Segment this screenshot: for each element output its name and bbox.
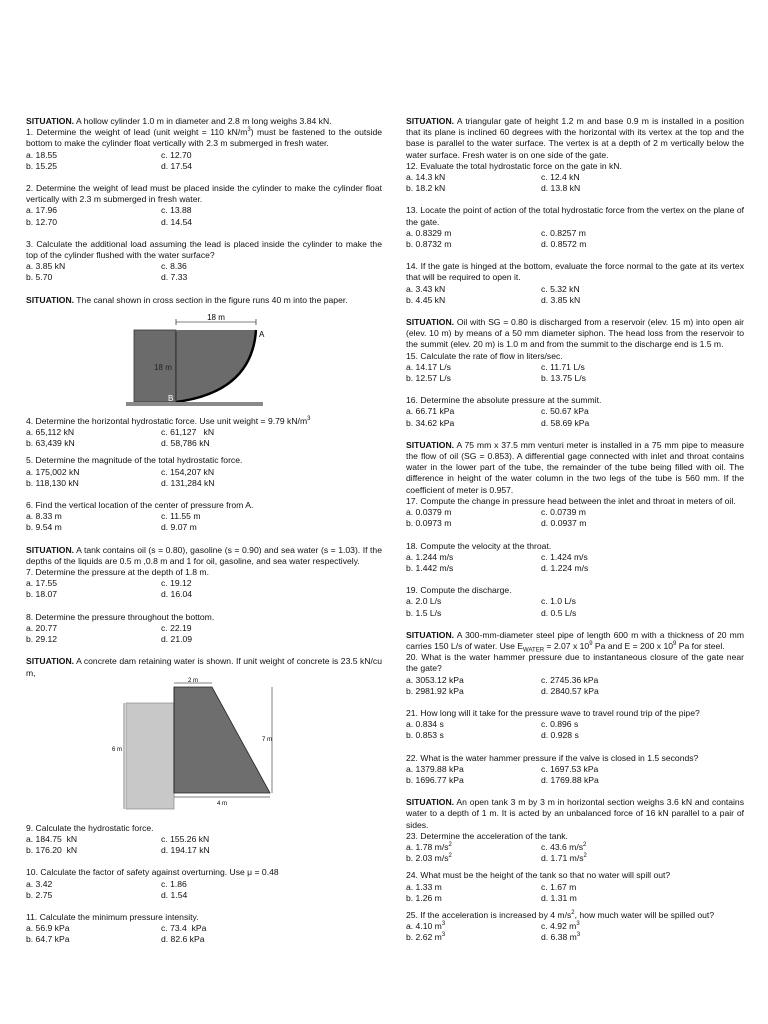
option: b. 1.26 m: [406, 892, 442, 903]
question-6: 6. Find the vertical location of the center of pressure from A.: [26, 500, 254, 511]
option: c. 11.55 m: [161, 511, 201, 522]
situation-heading: SITUATION.: [26, 116, 75, 126]
dimension-label-left: 6 m: [112, 746, 123, 753]
question-9: 9. Calculate the hydrostatic force.: [26, 822, 154, 833]
question-3-block: [26, 239, 382, 284]
option: d. 82.6 kPa: [161, 934, 205, 945]
option: d. 13.8 kN: [541, 183, 581, 194]
situation-canal: [26, 295, 382, 450]
dimension-label-top: 18 m: [207, 312, 225, 322]
situation-siphon: [406, 317, 744, 384]
option: a. 56.9 kPa: [26, 923, 70, 934]
question-18-block: [406, 541, 744, 575]
option: b. 118,130 kN: [26, 477, 79, 488]
question-15-options: [406, 362, 744, 384]
option: d. 1.31 m: [541, 892, 577, 903]
option: d. 1.54: [161, 889, 188, 900]
option: b. 18.2 kN: [406, 183, 446, 194]
option: c. 22.19: [161, 622, 192, 633]
option: d. 3.85 kN: [541, 294, 581, 305]
question-10-block: [26, 867, 382, 901]
question-23-options: [406, 842, 744, 864]
option: d. 0.8572 m: [541, 239, 587, 250]
option: c. 1.86: [161, 878, 187, 889]
question-21-block: [406, 708, 744, 742]
situation-triangular-gate: [406, 116, 744, 194]
option: b. 13.75 L/s: [541, 373, 586, 384]
question-8: 8. Determine the pressure throughout the bottom.: [26, 611, 215, 622]
option: c. 4.92 $m^3$: [541, 921, 580, 932]
situation-heading: SITUATION.: [406, 797, 455, 808]
question-21-options: [406, 719, 744, 741]
option: b. 2.62 $m^3$: [406, 932, 446, 943]
option: c. 155.26 kN: [161, 833, 210, 844]
option: d. 1.71 $m/s^2$: [541, 853, 587, 864]
option: a. 0.8329 m: [406, 227, 452, 238]
situation-body: An open tank 3 m by 3 m in horizontal section weighs 3.6 kN and contains water to a depth of 1 m. It is acted by an unbalanced force of 16 kN parallel to a pair of sides.: [406, 797, 744, 830]
option: c. 11.71 L/s: [541, 361, 585, 372]
option: c. 0.896 s: [541, 719, 579, 730]
situation-heading: SITUATION.: [26, 656, 75, 667]
option: a. 2.0 L/s: [406, 596, 442, 607]
question-10: 10. Calculate the factor of safety against overturning. Use μ = 0.48: [26, 867, 279, 878]
situation-text: [26, 116, 382, 127]
situation-body: A tank contains oil (s = 0.80), gasoline (s = 0.90) and sea water (s = 1.03). If the depths of the liquids are 0.5 m ,0.8 m and 1 for oil, gasoline, and sea water respectively.: [26, 544, 382, 566]
option: c. 19.12: [161, 578, 192, 589]
option: a. 66.71 kPa: [406, 406, 455, 417]
situation-water-hammer: [406, 630, 744, 697]
option: b. 64.7 kPa: [26, 934, 70, 945]
question-5-options: [26, 467, 382, 489]
question-1-options: [26, 150, 382, 172]
option: b. 18.07: [26, 589, 58, 600]
question-19-options: [406, 596, 744, 618]
question-3-options: [26, 261, 382, 283]
question-16-block: [406, 395, 744, 429]
option: a. 0.0379 m: [406, 507, 452, 518]
option: d. 0.928 s: [541, 730, 579, 741]
option: c. 2745.36 kPa: [541, 674, 599, 685]
question-2: 2. Determine the weight of lead must be placed inside the cylinder to make the cylinder float vertically with 2.3 m submerged in fresh water.: [26, 183, 382, 205]
option: b. 12.57 L/s: [406, 373, 451, 384]
question-13-options: [406, 228, 744, 250]
option: b. 34.62 kPa: [406, 417, 455, 428]
question-16: 16. Determine the absolute pressure at the summit.: [406, 395, 602, 406]
option: c. 1.424 m/s: [541, 551, 588, 562]
option: a. 8.33 m: [26, 511, 62, 522]
option: c. 50.67 kPa: [541, 406, 589, 417]
option: c. 12.4 kN: [541, 172, 580, 183]
canal-base: [126, 402, 263, 406]
point-a-label: A: [259, 329, 265, 339]
question-19: 19. Compute the discharge.: [406, 585, 512, 596]
situation-heading: SITUATION.: [26, 294, 75, 305]
option: a. 1.33 m: [406, 881, 442, 892]
option: d. 194.17 kN: [161, 845, 210, 856]
question-18: 18. Compute the velocity at the throat.: [406, 540, 552, 551]
question-11-block: [26, 912, 382, 946]
situation-tank-liquids: [26, 545, 382, 601]
option: d. 17.54: [161, 160, 193, 171]
situation-heading: SITUATION.: [406, 317, 455, 328]
option: c. 61,127 kN: [161, 427, 215, 438]
option: b. 2.75: [26, 889, 53, 900]
option: b. 1.5 L/s: [406, 607, 442, 618]
option: c. 1.67 m: [541, 881, 577, 892]
question-4-options: [26, 427, 382, 449]
question-13-block: [406, 205, 744, 250]
question-13: 13. Locate the point of action of the total hydrostatic force from the vertex on the plane of the gate.: [406, 205, 744, 227]
option: c. 43.6 $m/s^2$: [541, 841, 587, 852]
situation-text: [406, 797, 744, 831]
situation-body: Oil with SG = 0.80 is discharged from a reservoir (elev. 15 m) into open air (elev. 10 m) by means of a 50 mm diameter siphon. The head loss from the reservoir to the summit (elev. 20 m) is 1.0 m and from the summit to the discharge end is 1.5 m.: [406, 317, 744, 350]
option: d. 131,284 kN: [161, 477, 215, 488]
option: d. 21.09: [161, 634, 193, 645]
option: a. 184.75 kN: [26, 833, 78, 844]
option: a. 175,002 kN: [26, 466, 80, 477]
option: a. 4.10 $m^3$: [406, 921, 446, 932]
situation-body: A triangular gate of height 1.2 m and base 0.9 m is installed in a position that its plane is inclined 60 degrees with the horizontal with its vertex at the top and the base is parallel to the water surface. The vertex is at a depth of 2 m vertically below the water surface. Fresh water is on one side of the gate.: [406, 116, 744, 160]
situation-venturi: [406, 440, 744, 530]
question-12-options: [406, 172, 744, 194]
option: c. 0.0739 m: [541, 507, 586, 518]
option: c. 8.36: [161, 261, 187, 272]
left-column: [26, 116, 382, 957]
question-8-block: [26, 612, 382, 646]
option: a. 20.77: [26, 622, 58, 633]
option: c. 1.0 L/s: [541, 596, 576, 607]
option: d. 58,786 kN: [161, 438, 210, 449]
dam-figure: [26, 677, 382, 817]
question-20: 20. What is the water hammer pressure due to instantaneous closure of the gate near the gate?: [406, 652, 744, 674]
option: a. 65,112 kN: [26, 427, 75, 438]
question-16-options: [406, 406, 744, 428]
option: a. 1.78 $m/s^2$: [406, 841, 452, 852]
option: a. 0.834 s: [406, 719, 444, 730]
question-22: 22. What is the water hammer pressure if the valve is closed in 1.5 seconds?: [406, 752, 699, 763]
option: b. 0.853 s: [406, 730, 444, 741]
option: a. 14.17 L/s: [406, 361, 451, 372]
option: a. 14.3 kN: [406, 172, 446, 183]
question-14: 14. If the gate is hinged at the bottom, evaluate the force normal to the gate at its vertex that will be required to open it.: [406, 261, 744, 283]
situation-text: [406, 440, 744, 496]
question-24-options: [406, 882, 744, 904]
option: a. 1379.88 kPa: [406, 763, 464, 774]
dimension-label-right: 7 m: [262, 736, 273, 743]
option: b. 2.03 $m/s^2$: [406, 853, 452, 864]
option: a. 3.85 kN: [26, 261, 66, 272]
question-7-options: [26, 578, 382, 600]
option: c. 13.88: [161, 205, 192, 216]
option: d. 1.224 m/s: [541, 562, 589, 573]
option: c. 154,207 kN: [161, 466, 215, 477]
question-22-options: [406, 764, 744, 786]
question-2-block: [26, 183, 382, 228]
situation-text: [406, 317, 744, 351]
option: b. 15.25: [26, 160, 58, 171]
question-25-block: [406, 910, 744, 944]
question-2-options: [26, 205, 382, 227]
situation-heading: SITUATION.: [406, 629, 455, 640]
option: a. 17.55: [26, 578, 58, 589]
option: b. 1.442 m/s: [406, 562, 454, 573]
option: b. 2981.92 kPa: [406, 685, 464, 696]
option: d. 9.07 m: [161, 522, 197, 533]
option: b. 0.0973 m: [406, 518, 452, 529]
question-25-options: [406, 921, 744, 943]
option: d. 7.33: [161, 272, 188, 283]
question-21: 21. How long will it take for the pressure wave to travel round trip of the pipe?: [406, 707, 700, 718]
question-3: 3. Calculate the additional load assuming the lead is placed inside the cylinder to make the top of the cylinder flushed with the water surface?: [26, 238, 382, 261]
situation-text: [406, 116, 744, 161]
option: a. 3.42: [26, 878, 53, 889]
option: b. 4.45 kN: [406, 294, 446, 305]
option: b. 12.70: [26, 216, 58, 227]
option: d. 0.0937 m: [541, 518, 587, 529]
question-11: 11. Calculate the minimum pressure intensity.: [26, 911, 199, 922]
option: d. 6.38 $m^3$: [541, 932, 581, 943]
option: b. 0.8732 m: [406, 239, 452, 250]
question-6-block: [26, 500, 382, 534]
question-1: 1. Determine the weight of lead (unit weight = 110 $kN/m^3$) must be fastened to the outside bottom to make the cylinder float vertically with 2.3 m submerged in fresh water.: [26, 127, 382, 149]
option: c. 1697.53 kPa: [541, 763, 599, 774]
dimension-label-top: 2 m: [187, 677, 199, 684]
option: a. 3053.12 kPa: [406, 674, 464, 685]
situation-body: A 75 mm x 37.5 mm venturi meter is installed in a 75 mm pipe to measure the flow of oil (SG = 0.853). A differential gage connected with inlet and throat contains water in the lower part of the tube, the remainder of the tube being filled with oil. The difference in height of the water column in the two legs of the tube is 560 mm. If the coefficient of meter is 0.957.: [406, 439, 744, 495]
question-20-options: [406, 675, 744, 697]
point-b-label: B: [168, 393, 174, 403]
option: d. 58.69 kPa: [541, 417, 590, 428]
option: c. 0.8257 m: [541, 227, 586, 238]
water-body: [126, 703, 174, 809]
question-18-options: [406, 552, 744, 574]
situation-heading: SITUATION.: [406, 439, 455, 450]
option: a. 1.244 m/s: [406, 551, 454, 562]
option: b. 29.12: [26, 634, 58, 645]
situation-body: A hollow cylinder 1.0 m in diameter and 2.8 m long weighs 3.84 kN.: [75, 116, 332, 126]
situation-concrete-dam: [26, 656, 382, 856]
question-19-block: [406, 585, 744, 619]
question-15: 15. Calculate the rate of flow in liters/sec.: [406, 350, 563, 361]
option: b. 1696.77 kPa: [406, 774, 464, 785]
question-12: 12. Evaluate the total hydrostatic force on the gate in kN.: [406, 160, 622, 171]
option: b. 9.54 m: [26, 522, 62, 533]
question-7: 7. Determine the pressure at the depth of 1.8 m.: [26, 567, 209, 578]
question-8-options: [26, 623, 382, 645]
option: b. 63,439 kN: [26, 438, 75, 449]
situation-text: [26, 545, 382, 567]
question-17-options: [406, 507, 744, 529]
option: d. 0.5 L/s: [541, 607, 577, 618]
dimension-label-bottom: 4 m: [216, 800, 228, 807]
question-11-options: [26, 923, 382, 945]
question-25: 25. If the acceleration is increased by 4 $m/s^2$, how much water will be spilled out?: [406, 909, 715, 920]
option: a. 3.43 kN: [406, 283, 446, 294]
question-14-options: [406, 284, 744, 306]
option: c. 5.32 kN: [541, 283, 580, 294]
question-5-block: [26, 455, 382, 489]
question-22-block: [406, 753, 744, 787]
situation-accelerated-tank: [406, 797, 744, 864]
option: c. 73.4 kPa: [161, 923, 207, 934]
option: b. 176.20 kN: [26, 845, 78, 856]
option: d. 14.54: [161, 216, 193, 227]
situation-text: SITUATION. A 300-mm-diameter steel pipe of length 600 m with a thickness of 20 mm carries 150 L/s of water. Use $E_{WATER} = 2.07$ x $10^9$ Pa and E = 200 x $10^9$ Pa for steel.: [406, 629, 744, 654]
question-5: 5. Determine the magnitude of the total hydrostatic force.: [26, 455, 243, 466]
option: d. 1769.88 kPa: [541, 774, 599, 785]
situation-body: A concrete dam retaining water is shown. If unit weight of concrete is 23.5 kN/cu m,: [26, 656, 382, 678]
situation-text: [26, 295, 382, 306]
question-10-options: [26, 879, 382, 901]
canal-figure: [26, 310, 382, 410]
option: a. 18.55: [26, 149, 58, 160]
question-24-block: [406, 870, 744, 904]
question-17: 17. Compute the change in pressure head between the inlet and throat in meters of oil.: [406, 495, 736, 506]
question-4: 4. Determine the horizontal hydrostatic force. Use unit weight = 9.79 $kN/m^3$: [26, 415, 311, 426]
question-14-block: [406, 261, 744, 306]
situation-text: [26, 656, 382, 678]
question-9-options: [26, 834, 382, 856]
question-23: 23. Determine the acceleration of the tank.: [406, 830, 568, 841]
question-6-options: [26, 511, 382, 533]
question-24: 24. What must be the height of the tank so that no water will spill out?: [406, 870, 671, 881]
situation-heading: SITUATION.: [406, 116, 455, 126]
right-column: [406, 116, 744, 955]
option: d. 16.04: [161, 589, 193, 600]
option: c. 12.70: [161, 149, 192, 160]
situation-heading: SITUATION.: [26, 544, 75, 555]
dimension-label-side: 18 m: [154, 362, 172, 372]
dam-body: [174, 687, 273, 793]
option: a. 17.96: [26, 205, 58, 216]
situation-cylinder: [26, 116, 382, 172]
option: d. 2840.57 kPa: [541, 685, 599, 696]
option: b. 5.70: [26, 272, 53, 283]
situation-body: The canal shown in cross section in the figure runs 40 m into the paper.: [76, 294, 348, 305]
